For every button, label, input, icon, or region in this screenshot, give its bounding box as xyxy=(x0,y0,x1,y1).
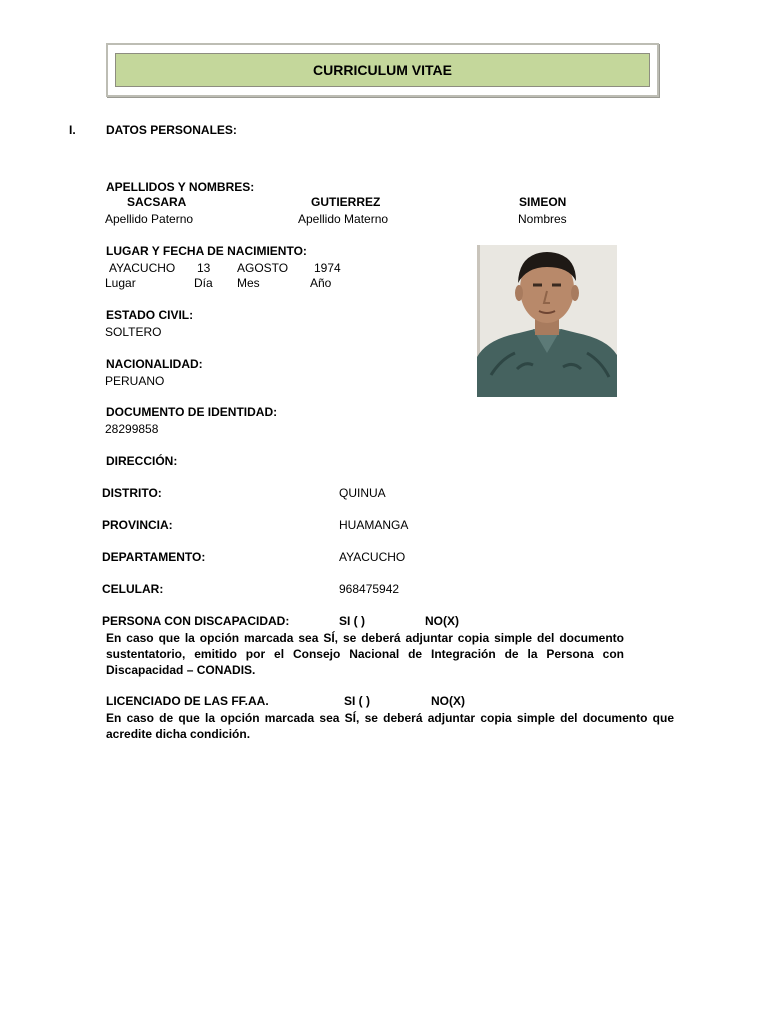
apellido-materno-caption: Apellido Materno xyxy=(298,212,389,226)
departamento-label: DEPARTAMENTO: xyxy=(102,550,206,564)
nacionalidad-value: PERUANO xyxy=(105,374,165,388)
departamento-value: AYACUCHO xyxy=(339,550,406,564)
licenciado-label: LICENCIADO DE LAS FF.AA. xyxy=(106,694,269,708)
birth-anio-caption: Año xyxy=(310,276,332,290)
apellido-paterno-caption: Apellido Paterno xyxy=(105,212,194,226)
direccion-label: DIRECCIÓN: xyxy=(106,454,178,468)
birth-lugar-value: AYACUCHO xyxy=(109,261,176,275)
distrito-value: QUINUA xyxy=(339,486,386,500)
licenciado-no-option: NO(X) xyxy=(431,694,465,708)
title-frame xyxy=(106,43,659,97)
nombres-value: SIMEON xyxy=(519,195,567,209)
discapacidad-label: PERSONA CON DISCAPACIDAD: xyxy=(102,614,290,628)
celular-value: 968475942 xyxy=(339,582,400,596)
birth-lugar-caption: Lugar xyxy=(105,276,136,290)
documento-value: 28299858 xyxy=(105,422,159,436)
birth-mes-value: AGOSTO xyxy=(237,261,289,275)
nombres-caption: Nombres xyxy=(518,212,567,226)
provincia-label: PROVINCIA: xyxy=(102,518,173,532)
birth-mes-caption: Mes xyxy=(237,276,260,290)
licenciado-si-option: SI ( ) xyxy=(344,694,370,708)
section-heading: DATOS PERSONALES: xyxy=(106,123,237,137)
distrito-label: DISTRITO: xyxy=(102,486,162,500)
birth-dia-value: 13 xyxy=(197,261,211,275)
celular-label: CELULAR: xyxy=(102,582,164,596)
apellido-materno-value: GUTIERREZ xyxy=(311,195,381,209)
profile-photo xyxy=(477,245,617,397)
apellido-paterno-value: SACSARA xyxy=(127,195,187,209)
provincia-value: HUAMANGA xyxy=(339,518,409,532)
birth-dia-caption: Día xyxy=(194,276,213,290)
documento-label: DOCUMENTO DE IDENTIDAD: xyxy=(106,405,278,419)
discapacidad-note: En caso que la opción marcada sea SÍ, se deberá adjuntar copia simple del documento sustentatorio, emitido por el Consejo Nacional de Integración de la Persona con Discapacidad – CONADIS. xyxy=(106,631,624,677)
licenciado-note: En caso de que la opción marcada sea SÍ, se deberá adjuntar copia simple del documento que acredite dicha condición. xyxy=(106,711,674,741)
birth-label: LUGAR Y FECHA DE NACIMIENTO: xyxy=(106,244,307,258)
estado-civil-label: ESTADO CIVIL: xyxy=(106,308,194,322)
section-number: I. xyxy=(69,123,76,137)
nacionalidad-label: NACIONALIDAD: xyxy=(106,357,203,371)
estado-civil-value: SOLTERO xyxy=(105,325,162,339)
discapacidad-no-option: NO(X) xyxy=(425,614,459,628)
discapacidad-si-option: SI ( ) xyxy=(339,614,365,628)
birth-anio-value: 1974 xyxy=(314,261,341,275)
document-title: CURRICULUM VITAE xyxy=(115,53,650,87)
names-label: APELLIDOS Y NOMBRES: xyxy=(106,180,255,194)
